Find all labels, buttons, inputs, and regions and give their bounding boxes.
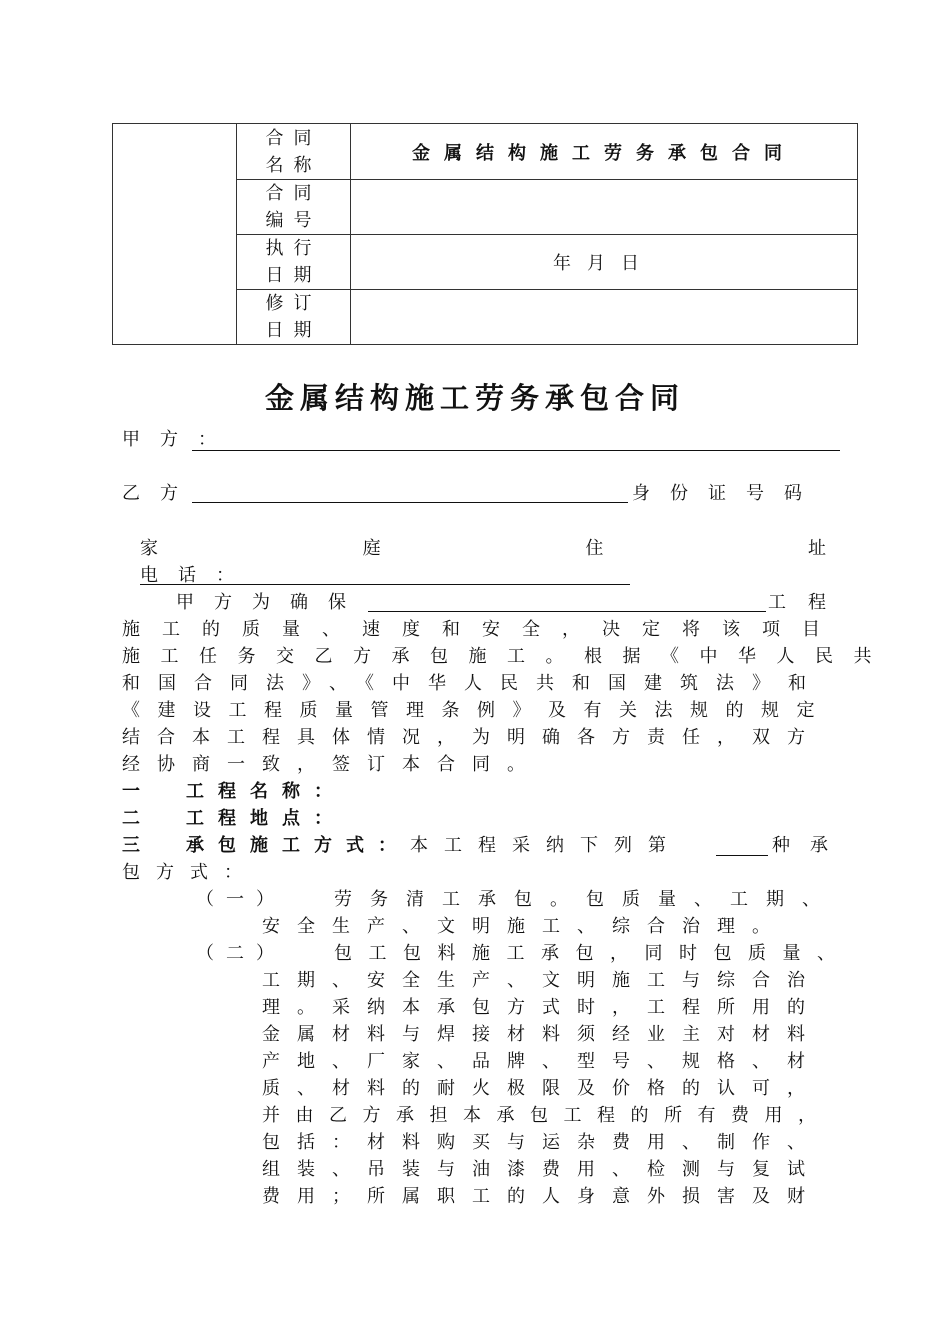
item1-line1: 劳务清工承包。包质量、工期、 <box>334 889 838 910</box>
item2-line: 工期、安全生产、文明施工与综合治 <box>262 970 822 991</box>
contract-number-value <box>351 180 858 235</box>
phone-label: 电话： <box>140 565 254 586</box>
blank-cell <box>113 124 237 345</box>
execution-date-label: 执行 日期 <box>237 235 351 290</box>
item2-marker: （二） <box>196 943 286 964</box>
phone-blank <box>140 584 630 585</box>
intro-start: 甲方为确保 <box>176 592 366 613</box>
id-number-label: 身份证号码 <box>632 483 822 504</box>
item2-line: 金属材料与焊接材料须经业主对材料 <box>262 1024 822 1045</box>
section-project-location: 二 工程地点： <box>122 808 346 829</box>
paragraph-line: 结合本工程具体情况，为明确各方责任，双方 <box>122 727 822 748</box>
section-contract-mode: 三 承包施工方式：本工程采纳下列第 <box>122 835 682 856</box>
paragraph-line: 《建设工程质量管理条例》及有关法规的规定 <box>122 700 832 721</box>
paragraph-line: 和国合同法》、《中华人民共和国建筑法》和 <box>122 673 824 694</box>
revision-date-value <box>351 290 858 345</box>
section3-line2: 包方式： <box>122 862 258 883</box>
party-b-blank <box>192 502 628 503</box>
party-a-blank <box>192 450 840 451</box>
item2-line: 费用；所属职工的人身意外损害及财 <box>262 1186 822 1207</box>
paragraph-last-line: 经协商一致，签订本合同。 <box>122 754 542 775</box>
section-project-name: 一 工程名称： <box>122 781 346 802</box>
item2-line: 产地、厂家、品牌、型号、规格、材 <box>262 1051 822 1072</box>
execution-date-value: 年月日 <box>351 235 858 290</box>
contract-name-label: 合同 名称 <box>237 124 351 180</box>
project-name-blank <box>368 611 766 612</box>
party-b-label: 乙方 <box>122 483 198 504</box>
item2-line: 质、材料的耐火极限及价格的认可， <box>262 1078 822 1099</box>
item2-line: 并由乙方承担本承包工程的所有费用， <box>262 1105 832 1126</box>
item2-line: 组装、吊装与油漆费用、检测与复试 <box>262 1159 822 1180</box>
address-label: 家 庭 住 址 <box>140 538 826 559</box>
item1-line2: 安全生产、文明施工、综合治理。 <box>262 916 787 937</box>
item1-marker: （一） <box>196 889 286 910</box>
section3-tail: 种承 <box>772 835 848 856</box>
contract-number-label: 合同 编号 <box>237 180 351 235</box>
item2-line: 理。采纳本承包方式时，工程所用的 <box>262 997 822 1018</box>
mode-number-blank <box>716 855 768 856</box>
party-a-label: 甲方： <box>122 429 236 450</box>
document-title: 金属结构施工劳务承包合同 <box>264 381 685 415</box>
revision-date-label: 修订 日期 <box>237 290 351 345</box>
item2-line: 包括：材料购买与运杂费用、制作、 <box>262 1132 822 1153</box>
paragraph-line: 施工任务交乙方承包施工。根据《中华人民共 <box>122 646 892 667</box>
item2-line1: 包工包料施工承包，同时包质量、 <box>334 943 852 964</box>
contract-info-table <box>112 123 858 345</box>
intro-line1-end: 工 程 <box>768 592 826 613</box>
paragraph-line: 施工的质量、速度和安全，决定将该项目 <box>122 619 842 640</box>
contract-name-value: 金属结构施工劳务承包合同 <box>351 124 858 180</box>
